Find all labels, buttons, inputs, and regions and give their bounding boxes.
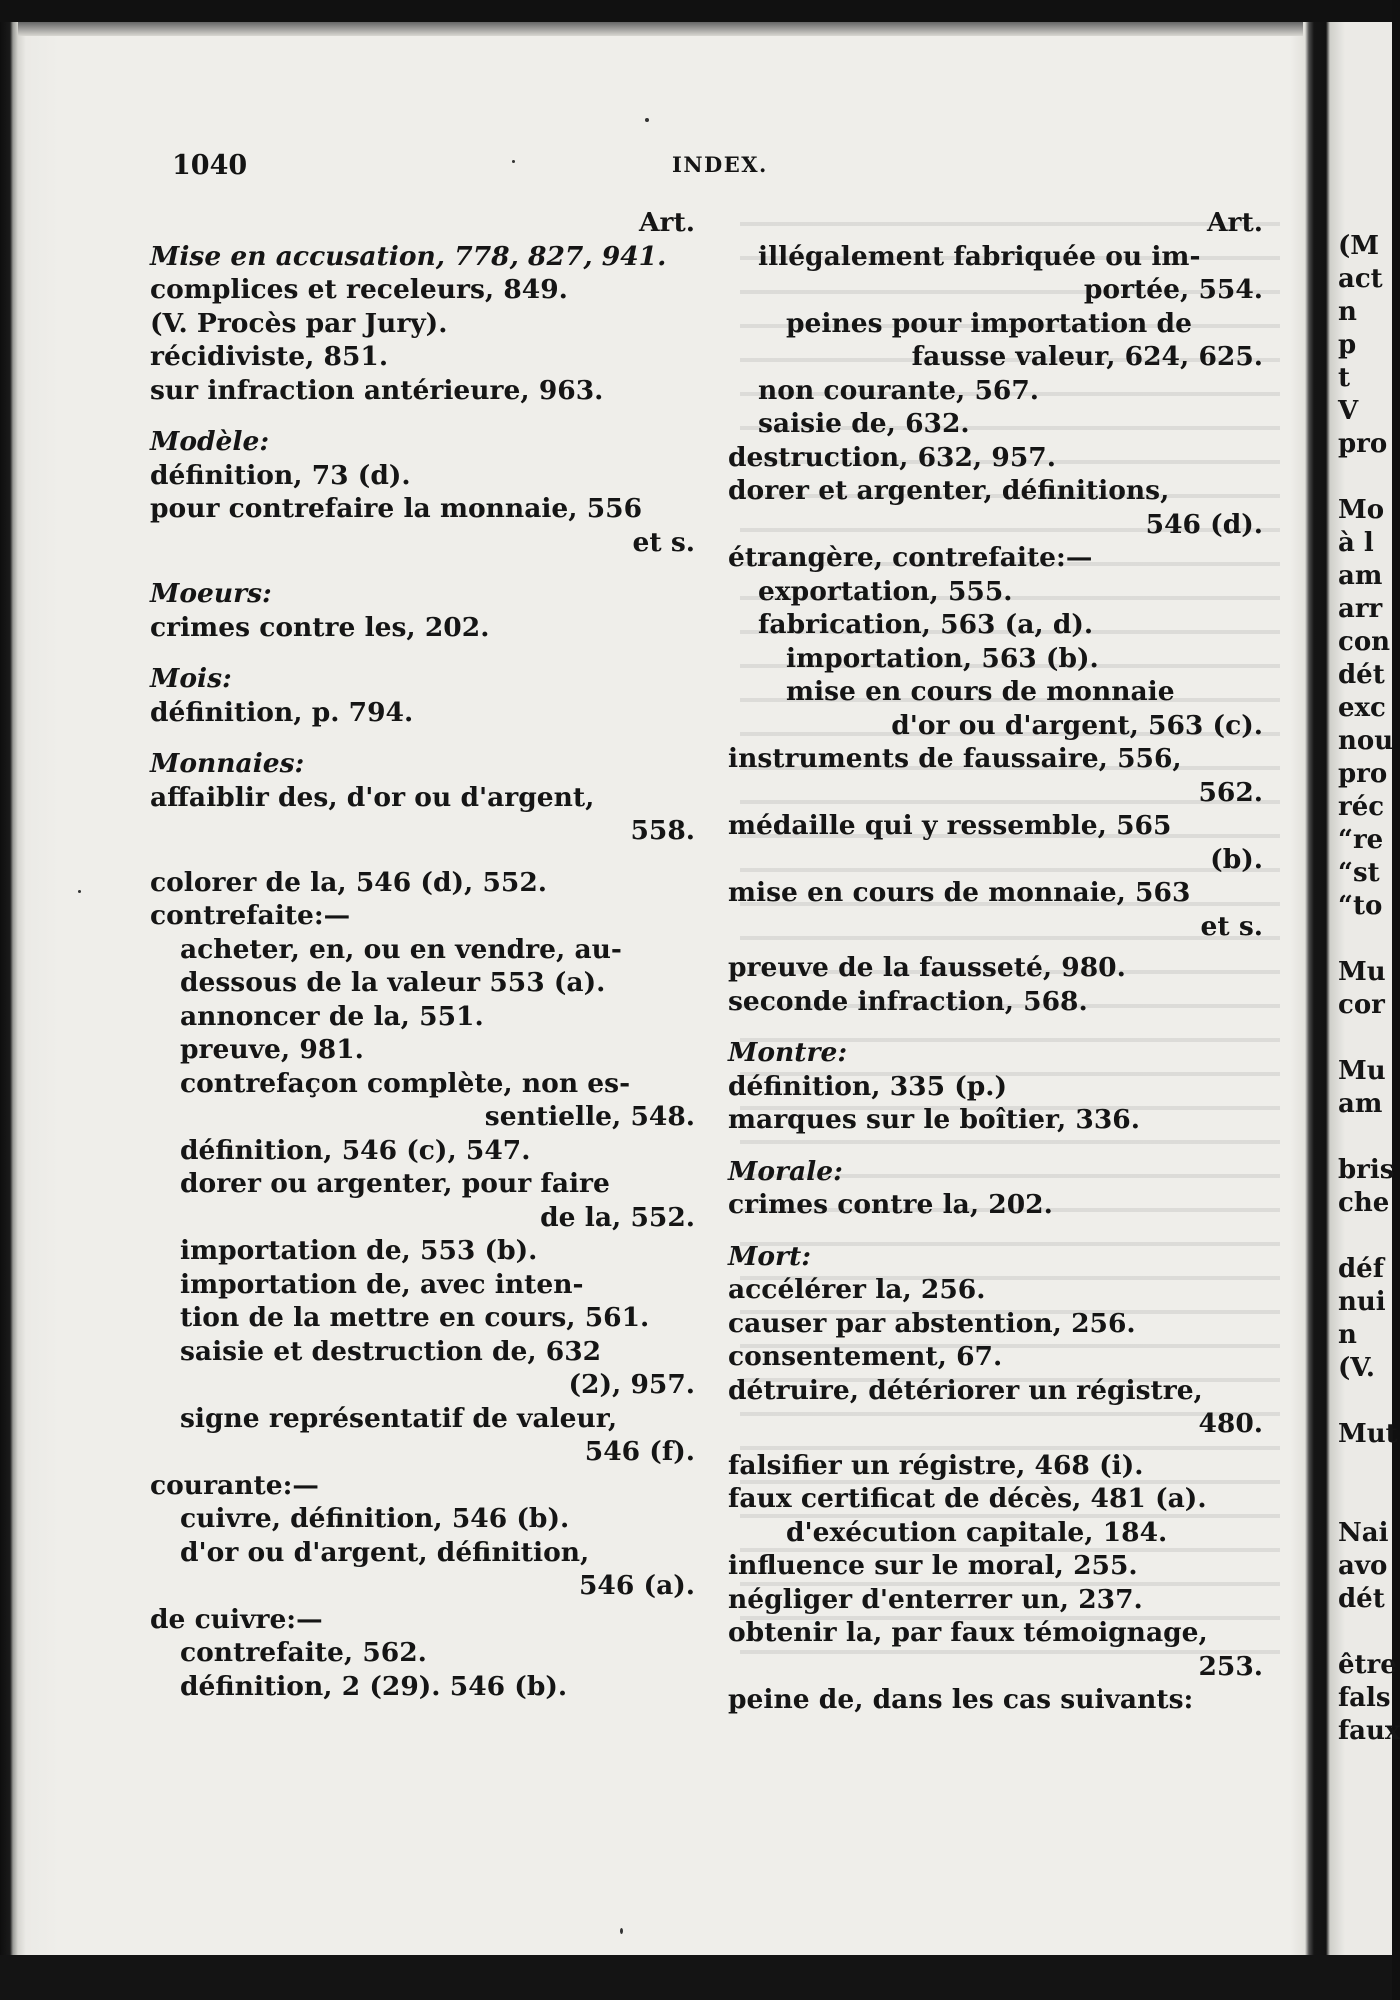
edge-fragment: pro: [1338, 429, 1388, 459]
edge-fragment: bris: [1338, 1155, 1395, 1185]
index-entry: exportation, 555.: [758, 575, 1013, 607]
index-entry: de cuivre:—: [150, 1603, 323, 1635]
edge-fragment: Nai: [1338, 1518, 1389, 1548]
edge-fragment: [1338, 1022, 1392, 1055]
edge-fragment: fals: [1338, 1683, 1391, 1713]
edge-fragment: [1338, 461, 1392, 494]
index-continuation: 562.: [1198, 776, 1263, 808]
index-entry: dessous de la valeur 553 (a).: [180, 967, 606, 998]
running-head: INDEX.: [672, 152, 768, 177]
edge-fragment: V: [1338, 396, 1359, 426]
entry-gap: [728, 943, 1263, 951]
edge-fragment: nou: [1338, 726, 1394, 756]
index-continuation: d'or ou d'argent, 563 (c).: [891, 709, 1263, 741]
index-heading: Morale:: [728, 1155, 843, 1187]
scan-bottom-border: [0, 1955, 1392, 2000]
index-entry: peine de, dans les cas suivants:: [728, 1684, 1194, 1715]
index-entry: instruments de faussaire, 556,: [728, 743, 1182, 774]
index-continuation: 480.: [1198, 1408, 1263, 1439]
index-entry: (V. Procès par Jury).: [150, 307, 448, 339]
edge-fragment: être: [1338, 1650, 1397, 1680]
index-entry: définition, 2 (29). 546 (b).: [180, 1670, 568, 1702]
index-heading: Montre:: [728, 1037, 848, 1068]
edge-fragment: (M: [1338, 231, 1380, 261]
scan-speck: [645, 118, 649, 122]
edge-fragment: p: [1338, 330, 1357, 360]
edge-fragment: avo: [1338, 1551, 1388, 1581]
edge-fragment: [1338, 1616, 1392, 1649]
index-entry: saisie et destruction de, 632: [180, 1335, 602, 1367]
index-entry: influence sur le moral, 255.: [728, 1550, 1138, 1581]
edge-fragment: [1338, 1385, 1392, 1418]
entry-gap: [150, 848, 695, 866]
index-entry: importation de, 553 (b).: [180, 1235, 538, 1266]
index-entry: falsifier un régistre, 468 (i).: [728, 1449, 1144, 1481]
entry-gap: [728, 1018, 1263, 1036]
index-entry: importation, 563 (b).: [786, 642, 1099, 674]
edge-fragment: Mu: [1338, 1056, 1386, 1086]
entry-gap: [150, 644, 695, 662]
index-heading: Mort:: [728, 1240, 811, 1272]
scan-speck: [512, 160, 515, 163]
index-entry: peines pour importation de: [786, 307, 1192, 339]
index-entry: accélérer la, 256.: [728, 1274, 986, 1305]
index-entry: contrefaite, 562.: [180, 1637, 427, 1668]
edge-fragment: (V.: [1338, 1353, 1375, 1383]
edge-fragment: dét: [1338, 1584, 1385, 1614]
entry-gap: [728, 1137, 1263, 1155]
index-entry: affaiblir des, d'or ou d'argent,: [150, 781, 595, 813]
edge-fragment: am: [1338, 561, 1383, 591]
index-continuation: 253.: [1198, 1650, 1263, 1682]
edge-fragment: n: [1338, 1320, 1357, 1350]
index-entry: contrefaçon complète, non es-: [180, 1067, 631, 1099]
index-entry: acheter, en, ou en vendre, au-: [180, 933, 622, 965]
index-entry: sur infraction antérieure, 963.: [150, 374, 604, 406]
edge-fragment: [1338, 1484, 1392, 1517]
index-entry: détruire, détériorer un régistre,: [728, 1374, 1203, 1406]
index-entry: preuve, 981.: [180, 1034, 364, 1065]
index-entry: définition, 546 (c), 547.: [180, 1134, 531, 1166]
index-continuation: 546 (f).: [584, 1436, 695, 1467]
index-entry: mise en cours de monnaie: [786, 676, 1175, 707]
page-number: 1040: [172, 150, 248, 181]
index-entry: consentement, 67.: [728, 1341, 1003, 1372]
entry-gap: [728, 1441, 1263, 1449]
index-heading: Monnaies:: [150, 748, 305, 779]
edge-fragment: che: [1338, 1188, 1390, 1218]
edge-fragment: [1338, 1121, 1392, 1154]
index-continuation: de la, 552.: [540, 1201, 695, 1233]
index-entry: colorer de la, 546 (d), 552.: [150, 866, 548, 898]
index-entry: contrefaite:—: [150, 900, 351, 931]
index-entry: seconde infraction, 568.: [728, 985, 1088, 1017]
next-page-edge: [1338, 230, 1400, 1748]
edge-fragment: faux: [1338, 1716, 1400, 1746]
edge-fragment: con: [1338, 627, 1391, 657]
index-entry: médaille qui y ressemble, 565: [728, 810, 1172, 841]
index-entry: courante:—: [150, 1469, 319, 1501]
entry-gap: [150, 407, 695, 425]
index-entry: obtenir la, par faux témoignage,: [728, 1617, 1208, 1648]
index-continuation: 558.: [630, 815, 695, 846]
index-entry: causer par abstention, 256.: [728, 1307, 1136, 1339]
index-heading: Modèle:: [150, 426, 270, 457]
index-entry: non courante, 567.: [758, 374, 1040, 406]
edge-fragment: t: [1338, 363, 1351, 393]
index-column-left: [150, 206, 695, 1703]
entry-gap: [150, 559, 695, 577]
edge-fragment: déf: [1338, 1254, 1384, 1284]
index-entry: récidiviste, 851.: [150, 341, 389, 372]
index-continuation: (b).: [1210, 843, 1263, 875]
edge-fragment: “to: [1338, 891, 1383, 921]
index-entry: définition, p. 794.: [150, 696, 414, 728]
index-entry: dorer ou argenter, pour faire: [180, 1168, 610, 1199]
scan-speck: [620, 1928, 623, 1934]
index-entry: signe représentatif de valeur,: [180, 1402, 618, 1434]
edge-fragment: [1338, 1451, 1392, 1484]
index-entry: crimes contre la, 202.: [728, 1189, 1053, 1220]
edge-fragment: nui: [1338, 1287, 1386, 1317]
index-continuation: sentielle, 548.: [484, 1101, 695, 1132]
index-entry: définition, 73 (d).: [150, 459, 411, 491]
index-entry: négliger d'enterrer un, 237.: [728, 1583, 1143, 1615]
edge-fragment: n: [1338, 297, 1357, 327]
index-entry: fabrication, 563 (a, d).: [758, 609, 1094, 640]
index-continuation: et s.: [632, 526, 695, 558]
index-entry: définition, 335 (p.): [728, 1070, 1008, 1102]
edge-fragment: Mo: [1338, 495, 1385, 525]
index-entry: étrangère, contrefaite:—: [728, 542, 1093, 573]
index-entry: cuivre, définition, 546 (b).: [180, 1503, 570, 1534]
index-entry: d'exécution capitale, 184.: [786, 1516, 1168, 1548]
edge-fragment: [1338, 923, 1392, 956]
index-entry: saisie de, 632.: [758, 408, 970, 439]
index-heading: Mois:: [150, 663, 232, 694]
index-entry: importation de, avec inten-: [180, 1268, 584, 1300]
index-entry: annoncer de la, 551.: [180, 1000, 484, 1032]
edge-fragment: à l: [1338, 528, 1374, 558]
index-continuation: 546 (a).: [578, 1570, 695, 1601]
index-entry: mise en cours de monnaie, 563: [728, 877, 1191, 908]
index-continuation: Art.: [639, 207, 695, 238]
edge-fragment: act: [1338, 264, 1383, 294]
index-entry: dorer et argenter, définitions,: [728, 475, 1170, 506]
index-entry: illégalement fabriquée ou im-: [758, 240, 1201, 272]
scan-speck: [78, 890, 81, 893]
edge-fragment: [1338, 1220, 1392, 1253]
edge-fragment: arr: [1338, 594, 1383, 624]
index-entry: tion de la mettre en cours, 561.: [180, 1302, 650, 1333]
index-entry: destruction, 632, 957.: [728, 441, 1056, 473]
index-continuation: Art.: [1207, 207, 1263, 238]
edge-fragment: “st: [1338, 858, 1380, 888]
index-column-right: [728, 206, 1263, 1717]
entry-gap: [728, 1222, 1263, 1240]
index-entry: marques sur le boîtier, 336.: [728, 1104, 1140, 1135]
index-heading: Moeurs:: [150, 578, 272, 609]
edge-fragment: am: [1338, 1089, 1383, 1119]
index-continuation: fausse valeur, 624, 625.: [911, 341, 1263, 372]
index-entry: crimes contre les, 202.: [150, 611, 490, 643]
scan-top-border: [0, 0, 1392, 22]
index-heading: Mise en accusation, 778, 827, 941.: [150, 240, 667, 272]
edge-fragment: Mut: [1338, 1419, 1398, 1449]
edge-fragment: réc: [1338, 792, 1385, 822]
edge-fragment: dét: [1338, 660, 1385, 690]
page-top-shadow: [18, 22, 1303, 36]
index-entry: faux certificat de décès, 481 (a).: [728, 1483, 1207, 1514]
index-continuation: portée, 554.: [1083, 274, 1263, 305]
index-continuation: 546 (d).: [1145, 508, 1263, 540]
edge-fragment: “re: [1338, 825, 1384, 855]
edge-fragment: cor: [1338, 990, 1385, 1020]
index-continuation: et s.: [1200, 910, 1263, 942]
index-entry: d'or ou d'argent, définition,: [180, 1536, 590, 1568]
index-entry: preuve de la fausseté, 980.: [728, 952, 1126, 983]
edge-fragment: exc: [1338, 693, 1386, 723]
index-entry: complices et receleurs, 849.: [150, 274, 568, 305]
entry-gap: [150, 729, 695, 747]
index-entry: pour contrefaire la monnaie, 556: [150, 493, 643, 524]
index-continuation: (2), 957.: [568, 1369, 695, 1400]
edge-fragment: pro: [1338, 759, 1388, 789]
edge-fragment: Mu: [1338, 957, 1386, 987]
